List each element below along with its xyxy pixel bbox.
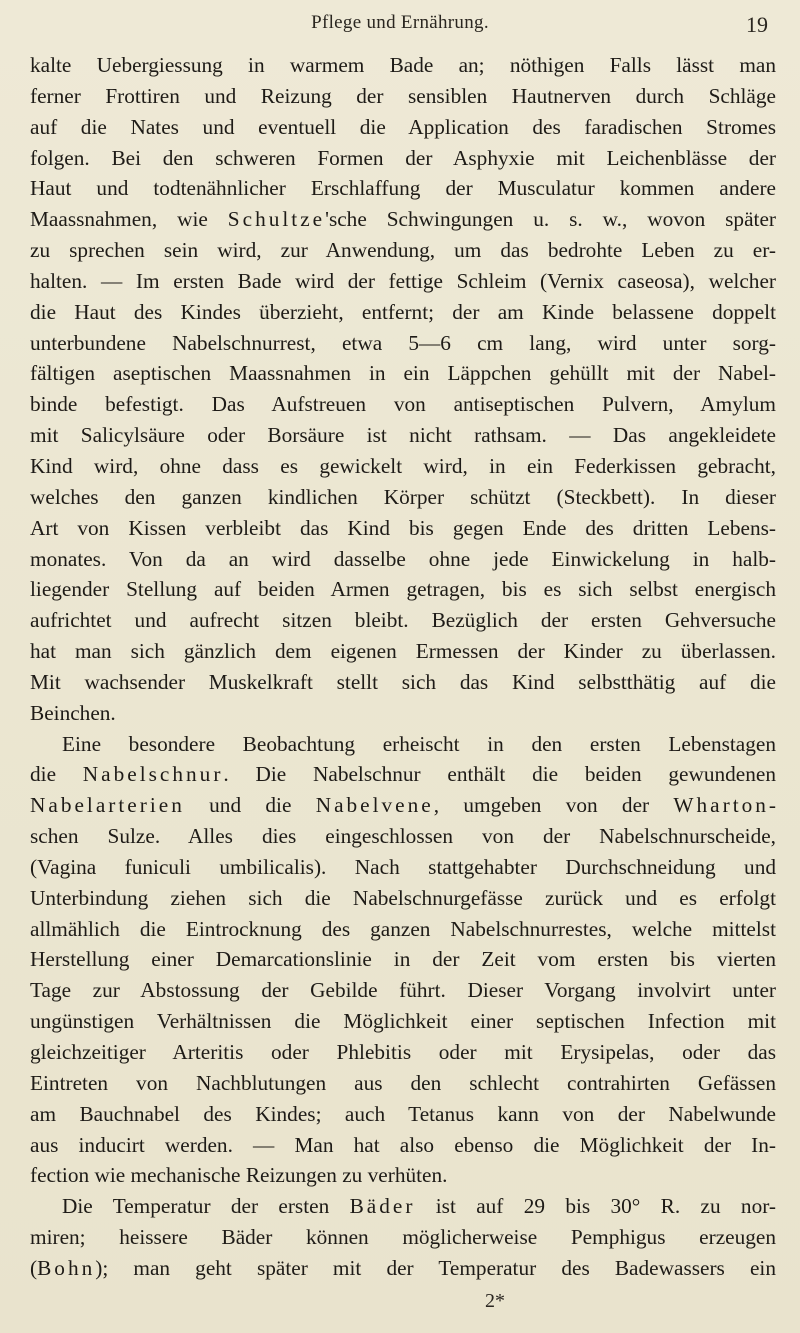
text-line: (Vagina funiculi umbilicalis). Nach stattgehabter Durchschneidung und — [30, 854, 776, 879]
text-line: aufrichtet und aufrecht sitzen bleibt. Bezüglich der ersten Gehversuche — [30, 608, 776, 633]
text-line: Unterbindung ziehen sich die Nabelschnurgefässe zurück und es erfolgt — [30, 885, 776, 910]
text-run: Die Temperatur der ersten — [62, 1194, 350, 1219]
running-head — [0, 12, 800, 42]
text-line: binde befestigt. Das Aufstreuen von antiseptischen Pulvern, Amylum — [30, 392, 776, 417]
signature-mark: 2* — [485, 1290, 505, 1312]
text-line — [30, 759, 776, 790]
text-line: liegender Stellung auf beiden Armen getragen, bis es sich selbst energisch — [30, 577, 776, 602]
text-run: Maassnahmen, wie — [30, 207, 228, 232]
text-line: schen Sulze. Alles dies eingeschlossen von der Nabelschnurscheide, — [30, 824, 776, 849]
page-number: 19 — [746, 12, 768, 37]
text-line: kalte Uebergiessung in warmem Bade an; nöthigen Falls lässt man — [30, 53, 776, 77]
text-line: monates. Von da an wird dasselbe ohne jede Einwickelung in halb- — [30, 546, 776, 571]
text-line: allmählich die Eintrocknung des ganzen Nabelschnurrestes, welche mittelst — [30, 916, 776, 941]
text-line: Beinchen. — [30, 700, 116, 725]
text-line: gleichzeitiger Arteritis oder Phlebitis oder mit Erysipelas, oder das — [30, 1040, 776, 1064]
text-line: am Bauchnabel des Kindes; auch Tetanus kann von der Nabelwunde — [30, 1101, 776, 1126]
spaced-name: Wharton — [673, 793, 769, 818]
text-line: Herstellung einer Demarcationslinie in der Zeit vom ersten bis vierten — [30, 947, 776, 972]
spaced-name: Schultze — [227, 207, 326, 232]
text-line: welches den ganzen kindlichen Körper schützt (Steckbett). In dieser — [30, 484, 776, 509]
text-run: ist auf 29 bis 30° R. zu nor- — [415, 1194, 776, 1219]
text-line: fältigen aseptischen Maassnahmen in ein Läppchen gehüllt mit der Nabel- — [30, 361, 776, 386]
text-line: Eintreten von Nachblutungen aus den schlecht contrahirten Gefässen — [30, 1070, 776, 1095]
text-line — [30, 790, 776, 821]
text-run: und die — [184, 793, 316, 818]
text-line: ungünstigen Verhältnissen die Möglichkeit einer septischen Infection mit — [30, 1009, 776, 1034]
text-line: fection wie mechanische Reizungen zu verhüten. — [30, 1163, 448, 1188]
spaced-term: Nabelarterien — [30, 793, 185, 818]
text-line: halten. — Im ersten Bade wird der fettige Schleim (Vernix caseosa), welcher — [30, 268, 776, 293]
text-line: zu sprechen sein wird, zur Anwendung, um das bedrohte Leben zu er- — [30, 238, 776, 263]
text-line — [30, 204, 776, 235]
text-line: folgen. Bei den schweren Formen der Asphyxie mit Leichenblässe der — [30, 145, 776, 170]
body-text — [30, 50, 776, 1284]
text-run: ( — [30, 1255, 38, 1280]
text-line: miren; heissere Bäder können möglicherweise Pemphigus erzeugen — [30, 1225, 776, 1250]
text-run: ); man geht später mit der Temperatur des Badewassers ein — [95, 1255, 776, 1280]
spaced-term: Nabelschnur — [82, 762, 224, 787]
text-line: hat man sich gänzlich dem eigenen Ermessen der Kinder zu überlassen. — [30, 639, 776, 664]
text-line: Art von Kissen verbleibt das Kind bis gegen Ende des dritten Lebens- — [30, 515, 776, 540]
text-line: ferner Frottiren und Reizung der sensiblen Hautnerven durch Schläge — [30, 83, 776, 108]
text-run: - — [768, 793, 776, 818]
text-line: Kind wird, ohne dass es gewickelt wird, in ein Federkissen gebracht, — [30, 453, 776, 478]
text-line: auf die Nates und eventuell die Application des faradischen Stromes — [30, 114, 776, 139]
text-line: aus inducirt werden. — Man hat also ebenso die Möglichkeit der In- — [30, 1132, 776, 1157]
text-line: die Haut des Kindes überzieht, entfernt; der am Kinde belassene doppelt — [30, 299, 776, 324]
text-line: Eine besondere Beobachtung erheischt in den ersten Lebenstagen — [62, 731, 776, 756]
text-line: Tage zur Abstossung der Gebilde führt. Dieser Vorgang involvirt unter — [30, 978, 776, 1003]
text-run: 'sche Schwingungen u. s. w., wovon später — [325, 207, 776, 232]
spaced-term: Nabelvene — [315, 793, 434, 818]
text-run: . Die Nabelschnur enthält die beiden gewundenen — [223, 762, 776, 787]
text-run: , umgeben von der — [433, 793, 674, 818]
text-run: die — [30, 762, 83, 787]
text-line: Mit wachsender Muskelkraft stellt sich das Kind selbstthätig auf die — [30, 669, 776, 694]
spaced-name: Bohn — [37, 1255, 96, 1280]
text-line — [30, 1191, 776, 1222]
text-line: Haut und todtenähnlicher Erschlaffung der Musculatur kommen andere — [30, 176, 776, 201]
running-title: Pflege und Ernährung. — [311, 12, 489, 33]
spaced-term: Bäder — [349, 1194, 416, 1219]
text-line: unterbundene Nabelschnurrest, etwa 5—6 cm lang, wird unter sorg- — [30, 330, 776, 355]
text-line: mit Salicylsäure oder Borsäure ist nicht rathsam. — Das angekleidete — [30, 423, 776, 448]
text-line — [30, 1253, 776, 1284]
